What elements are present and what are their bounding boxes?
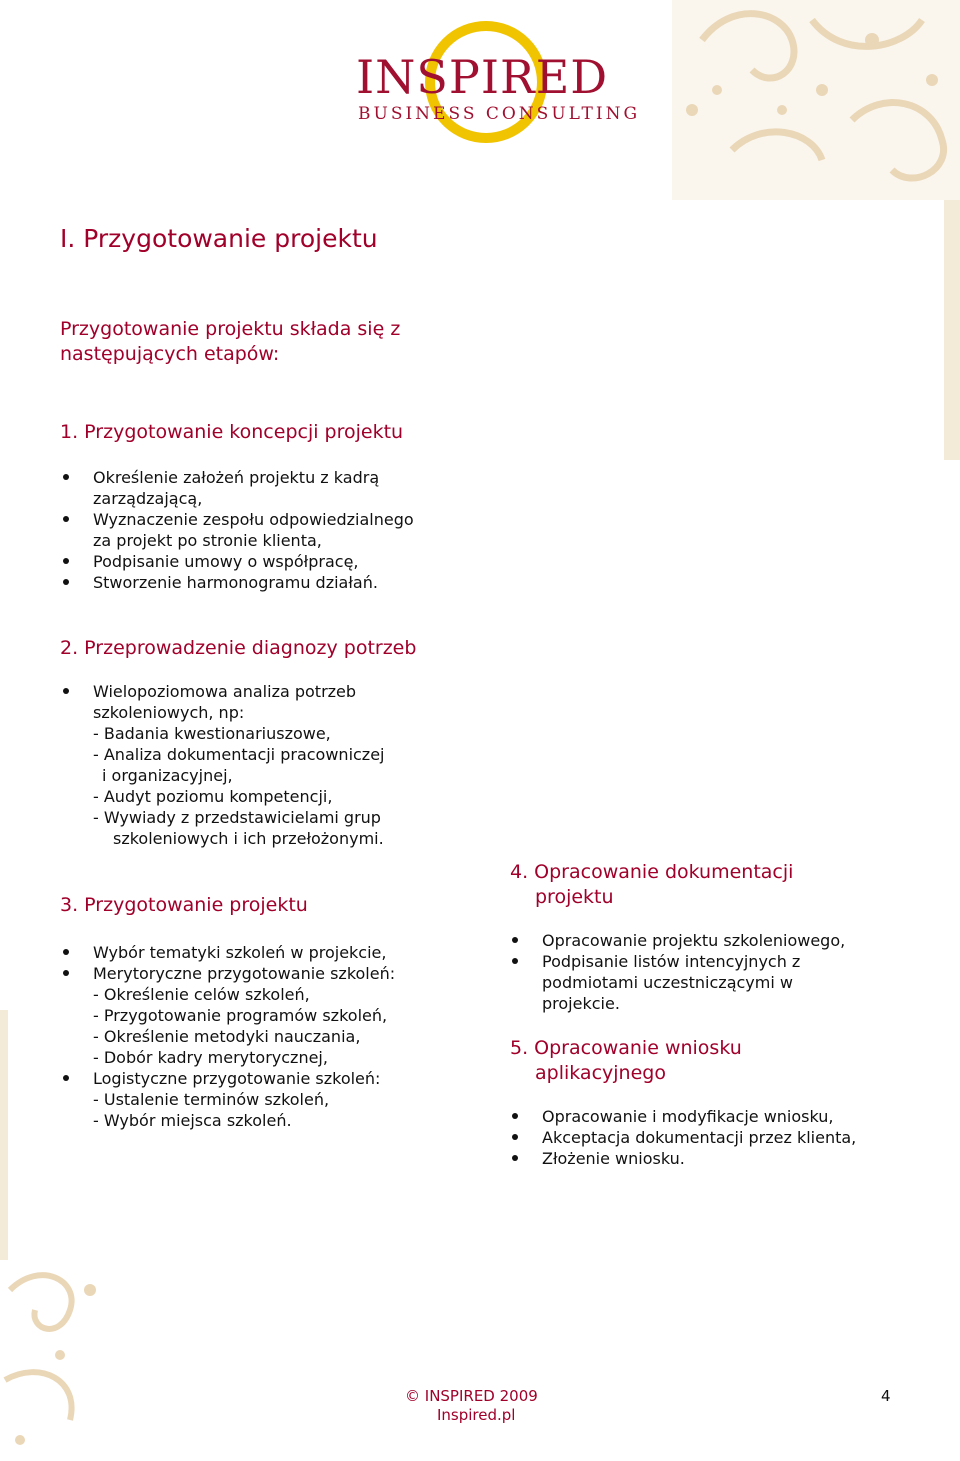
item-text: Podpisanie umowy o współpracę, <box>93 552 359 571</box>
bullet-icon <box>63 1075 69 1081</box>
item-text: projekcie. <box>542 994 620 1013</box>
intro-text <box>60 317 400 367</box>
section-1 <box>60 420 403 445</box>
item-text: Wybór tematyki szkoleń w projekcie, <box>93 943 387 962</box>
item-text: - Badania kwestionariuszowe, <box>93 724 331 743</box>
item-text: Opracowanie i modyfikacje wniosku, <box>542 1107 834 1126</box>
list-item <box>542 930 845 951</box>
list-item <box>542 1127 856 1148</box>
item-text: Wyznaczenie zespołu odpowiedzialnego <box>93 510 414 529</box>
item-text: Opracowanie projektu szkoleniowego, <box>542 931 846 950</box>
footer-copyright: © INSPIRED 2009 <box>405 1387 538 1405</box>
intro-line: następujących etapów: <box>60 343 280 365</box>
section-2 <box>60 636 416 661</box>
item-text: - Przygotowanie programów szkoleń, <box>93 1006 388 1025</box>
bullet-icon <box>63 474 69 480</box>
bullet-icon <box>63 558 69 564</box>
item-text: podmiotami uczestniczącymi w <box>542 973 793 992</box>
item-text: - Określenie celów szkoleń, <box>93 985 310 1004</box>
item-text: - Wywiady z przedstawicielami grup <box>93 808 381 827</box>
section-5 <box>510 1036 742 1086</box>
intro-line: Przygotowanie projektu składa się z <box>60 318 401 340</box>
list-item <box>93 963 395 1068</box>
item-text: Stworzenie harmonogramu działań. <box>93 573 378 592</box>
item-text: szkoleniowych i ich przełożonymi. <box>113 829 384 848</box>
section-heading: 1. Przygotowanie koncepcji projektu <box>60 421 404 443</box>
company-logo <box>346 18 641 146</box>
list-item <box>93 572 414 593</box>
section-4-list <box>542 930 845 1014</box>
section-3-list <box>93 942 395 1131</box>
list-item <box>93 1068 395 1131</box>
list-item <box>542 1106 856 1127</box>
item-text: Wielopoziomowa analiza potrzeb <box>93 682 357 701</box>
page-title: I. Przygotowanie projektu <box>60 224 378 253</box>
ornament-right-edge <box>944 200 960 460</box>
bullet-icon <box>63 516 69 522</box>
bullet-icon <box>512 958 518 964</box>
logo-brand: INSPIRED <box>356 50 609 104</box>
item-text: Złożenie wniosku. <box>542 1149 685 1168</box>
section-heading: aplikacyjnego <box>535 1062 666 1084</box>
item-text: Logistyczne przygotowanie szkoleń: <box>93 1069 381 1088</box>
item-text: - Analiza dokumentacji pracowniczej <box>93 745 385 764</box>
ornament-top-right <box>672 0 960 200</box>
section-5-list <box>542 1106 856 1169</box>
list-item <box>93 942 395 963</box>
bullet-icon <box>512 1155 518 1161</box>
section-heading: 4. Opracowanie dokumentacji <box>510 861 794 883</box>
item-text: za projekt po stronie klienta, <box>93 531 322 550</box>
section-heading: projektu <box>535 886 614 908</box>
ornament-left-edge <box>0 1010 8 1260</box>
page-number: 4 <box>881 1387 891 1405</box>
list-item <box>93 551 414 572</box>
bullet-icon <box>63 949 69 955</box>
item-text: Merytoryczne przygotowanie szkoleń: <box>93 964 396 983</box>
list-item <box>542 1148 856 1169</box>
bullet-icon <box>512 937 518 943</box>
item-text: zarządzającą, <box>93 489 203 508</box>
item-text: - Wybór miejsca szkoleń. <box>93 1111 292 1130</box>
bullet-icon <box>512 1134 518 1140</box>
item-text: - Dobór kadry merytorycznej, <box>93 1048 328 1067</box>
bullet-icon <box>63 688 69 694</box>
list-item <box>93 509 414 551</box>
item-text: - Audyt poziomu kompetencji, <box>93 787 333 806</box>
section-3 <box>60 893 308 918</box>
logo-subtitle: BUSINESS CONSULTING <box>358 104 641 124</box>
item-text: - Ustalenie terminów szkoleń, <box>93 1090 330 1109</box>
section-4 <box>510 860 793 910</box>
bullet-icon <box>512 1113 518 1119</box>
section-2-list <box>93 681 385 849</box>
ornament-bottom-left <box>0 1260 120 1461</box>
list-item <box>93 681 385 849</box>
item-text: Akceptacja dokumentacji przez klienta, <box>542 1128 857 1147</box>
item-text: - Określenie metodyki nauczania, <box>93 1027 361 1046</box>
section-heading: 5. Opracowanie wniosku <box>510 1037 742 1059</box>
bullet-icon <box>63 579 69 585</box>
item-text: szkoleniowych, np: <box>93 703 245 722</box>
item-text: i organizacyjnej, <box>102 766 233 785</box>
section-1-list <box>93 467 414 593</box>
section-heading: 2. Przeprowadzenie diagnozy potrzeb <box>60 637 417 659</box>
item-text: Podpisanie listów intencyjnych z <box>542 952 801 971</box>
list-item <box>93 467 414 509</box>
list-item <box>542 951 845 1014</box>
footer-site-link[interactable]: Inspired.pl <box>437 1406 516 1424</box>
bullet-icon <box>63 970 69 976</box>
section-heading: 3. Przygotowanie projektu <box>60 894 308 916</box>
item-text: Określenie założeń projektu z kadrą <box>93 468 380 487</box>
